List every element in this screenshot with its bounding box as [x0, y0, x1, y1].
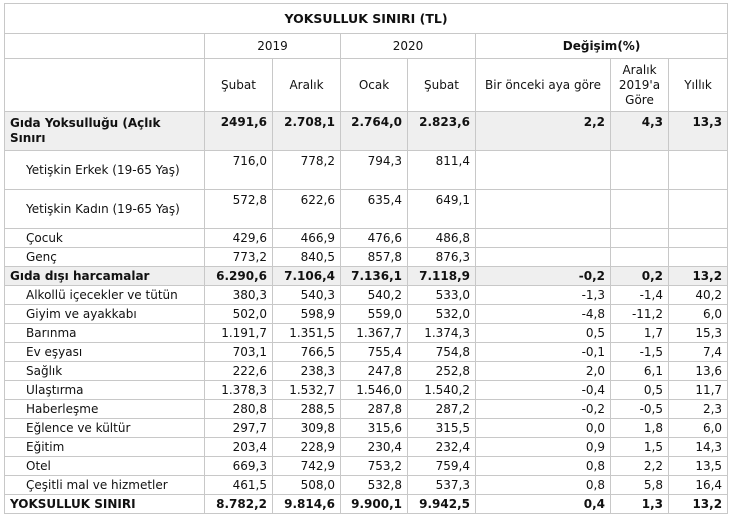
cell: 2,2 [611, 457, 669, 476]
cell [476, 229, 611, 248]
cell: 6,0 [669, 305, 728, 324]
cell: -1,3 [476, 286, 611, 305]
cell: 778,2 [273, 151, 341, 190]
header-year-2020: 2020 [341, 34, 476, 59]
cell: 794,3 [341, 151, 408, 190]
cell: 2,2 [476, 112, 611, 151]
cell: 13,2 [669, 267, 728, 286]
column-header: Yıllık [669, 59, 728, 112]
cell: 766,5 [273, 343, 341, 362]
cell: 857,8 [341, 248, 408, 267]
cell: 9.900,1 [341, 495, 408, 514]
row-label: Gıda dışı harcamalar [5, 267, 205, 286]
cell: 6.290,6 [205, 267, 273, 286]
cell: 288,5 [273, 400, 341, 419]
cell: 532,0 [408, 305, 476, 324]
cell: 297,7 [205, 419, 273, 438]
cell: -1,5 [611, 343, 669, 362]
cell: 203,4 [205, 438, 273, 457]
cell: 598,9 [273, 305, 341, 324]
cell: 461,5 [205, 476, 273, 495]
cell: 315,6 [341, 419, 408, 438]
cell [476, 190, 611, 229]
cell: 840,5 [273, 248, 341, 267]
row-label: Yetişkin Kadın (19-65 Yaş) [5, 190, 205, 229]
cell: 0,5 [611, 381, 669, 400]
cell: 876,3 [408, 248, 476, 267]
cell: 13,3 [669, 112, 728, 151]
cell: 1.191,7 [205, 324, 273, 343]
cell: 230,4 [341, 438, 408, 457]
cell: 380,3 [205, 286, 273, 305]
cell: 309,8 [273, 419, 341, 438]
cell: 1.367,7 [341, 324, 408, 343]
cell: -0,2 [476, 267, 611, 286]
cell: 540,2 [341, 286, 408, 305]
cell: 14,3 [669, 438, 728, 457]
cell: 537,3 [408, 476, 476, 495]
cell: 754,8 [408, 343, 476, 362]
cell [669, 151, 728, 190]
cell: 540,3 [273, 286, 341, 305]
cell: 2491,6 [205, 112, 273, 151]
cell: 8.782,2 [205, 495, 273, 514]
cell: 0,0 [476, 419, 611, 438]
cell: 1,7 [611, 324, 669, 343]
cell [669, 229, 728, 248]
cell: 9.814,6 [273, 495, 341, 514]
cell: 222,6 [205, 362, 273, 381]
cell: 13,2 [669, 495, 728, 514]
table-row [5, 286, 728, 305]
cell: 716,0 [205, 151, 273, 190]
cell: 755,4 [341, 343, 408, 362]
cell: 228,9 [273, 438, 341, 457]
cell: 1.374,3 [408, 324, 476, 343]
row-label: Çocuk [5, 229, 205, 248]
cell [476, 248, 611, 267]
column-header: Şubat [205, 59, 273, 112]
row-label: Giyim ve ayakkabı [5, 305, 205, 324]
cell: 429,6 [205, 229, 273, 248]
table-row [5, 343, 728, 362]
column-header: Ocak [341, 59, 408, 112]
row-label: Eğitim [5, 438, 205, 457]
cell: 2.823,6 [408, 112, 476, 151]
cell [476, 151, 611, 190]
cell: 759,4 [408, 457, 476, 476]
table-row [5, 112, 728, 151]
cell: 7.106,4 [273, 267, 341, 286]
table-row [5, 151, 728, 190]
cell: -0,1 [476, 343, 611, 362]
cell [669, 248, 728, 267]
cell: 15,3 [669, 324, 728, 343]
row-label: YOKSULLUK SINIRI [5, 495, 205, 514]
cell: 773,2 [205, 248, 273, 267]
header-change: Değişim(%) [476, 34, 728, 59]
column-header: Şubat [408, 59, 476, 112]
cell: 1.351,5 [273, 324, 341, 343]
row-label: Otel [5, 457, 205, 476]
cell: 532,8 [341, 476, 408, 495]
table-row [5, 324, 728, 343]
cell: 1.378,3 [205, 381, 273, 400]
column-header: Aralık 2019'a Göre [611, 59, 669, 112]
row-label: Haberleşme [5, 400, 205, 419]
header-year-2019: 2019 [205, 34, 341, 59]
cell: 7.118,9 [408, 267, 476, 286]
cell: 0,5 [476, 324, 611, 343]
row-label: Alkollü içecekler ve tütün [5, 286, 205, 305]
cell [611, 229, 669, 248]
cell: -4,8 [476, 305, 611, 324]
cell: 622,6 [273, 190, 341, 229]
cell: 476,6 [341, 229, 408, 248]
cell: 742,9 [273, 457, 341, 476]
cell: 508,0 [273, 476, 341, 495]
cell: -1,4 [611, 286, 669, 305]
cell: 16,4 [669, 476, 728, 495]
cell [669, 190, 728, 229]
cell: 315,5 [408, 419, 476, 438]
column-header: Bir önceki aya göre [476, 59, 611, 112]
cell: 5,8 [611, 476, 669, 495]
cell: 13,6 [669, 362, 728, 381]
cell: 1.532,7 [273, 381, 341, 400]
cell: 287,8 [341, 400, 408, 419]
row-label: Eğlence ve kültür [5, 419, 205, 438]
cell: 0,9 [476, 438, 611, 457]
cell: 466,9 [273, 229, 341, 248]
cell: 1.546,0 [341, 381, 408, 400]
cell: 1,5 [611, 438, 669, 457]
cell: 1,3 [611, 495, 669, 514]
column-header: Aralık [273, 59, 341, 112]
cell: 280,8 [205, 400, 273, 419]
cell: 0,8 [476, 476, 611, 495]
cell: 40,2 [669, 286, 728, 305]
cell: 649,1 [408, 190, 476, 229]
cell: 0,2 [611, 267, 669, 286]
table-row [5, 305, 728, 324]
table-row [5, 362, 728, 381]
cell: 247,8 [341, 362, 408, 381]
cell: 232,4 [408, 438, 476, 457]
table-row [5, 457, 728, 476]
cell: 753,2 [341, 457, 408, 476]
cell: 2,3 [669, 400, 728, 419]
table-row [5, 267, 728, 286]
cell: 502,0 [205, 305, 273, 324]
cell: 13,5 [669, 457, 728, 476]
cell: 287,2 [408, 400, 476, 419]
cell: -11,2 [611, 305, 669, 324]
cell [611, 190, 669, 229]
cell: 4,3 [611, 112, 669, 151]
cell: -0,2 [476, 400, 611, 419]
header-empty-cell [5, 34, 205, 59]
row-label: Ulaştırma [5, 381, 205, 400]
cell: 6,1 [611, 362, 669, 381]
table-row [5, 400, 728, 419]
cell: 635,4 [341, 190, 408, 229]
cell: 252,8 [408, 362, 476, 381]
cell: 2.764,0 [341, 112, 408, 151]
table-row-total [5, 495, 728, 514]
table-title: YOKSULLUK SINIRI (TL) [5, 4, 728, 34]
row-label: Ev eşyası [5, 343, 205, 362]
cell: 486,8 [408, 229, 476, 248]
table-row [5, 190, 728, 229]
cell [611, 248, 669, 267]
cell: -0,5 [611, 400, 669, 419]
cell: 238,3 [273, 362, 341, 381]
cell: 0,4 [476, 495, 611, 514]
cell: 1.540,2 [408, 381, 476, 400]
cell: 9.942,5 [408, 495, 476, 514]
cell: -0,4 [476, 381, 611, 400]
header-empty-cell [5, 59, 205, 112]
row-label: Genç [5, 248, 205, 267]
cell: 572,8 [205, 190, 273, 229]
cell: 669,3 [205, 457, 273, 476]
table-row [5, 248, 728, 267]
row-label: Barınma [5, 324, 205, 343]
row-label: Sağlık [5, 362, 205, 381]
table-row [5, 381, 728, 400]
cell: 11,7 [669, 381, 728, 400]
cell: 7.136,1 [341, 267, 408, 286]
cell: 559,0 [341, 305, 408, 324]
cell: 7,4 [669, 343, 728, 362]
cell: 1,8 [611, 419, 669, 438]
table-row [5, 438, 728, 457]
table-row [5, 476, 728, 495]
cell: 2.708,1 [273, 112, 341, 151]
cell: 811,4 [408, 151, 476, 190]
table-row [5, 419, 728, 438]
table-row [5, 229, 728, 248]
row-label: Gıda Yoksulluğu (Açlık Sınırı [5, 112, 205, 151]
cell [611, 151, 669, 190]
row-label: Çeşitli mal ve hizmetler [5, 476, 205, 495]
row-label: Yetişkin Erkek (19-65 Yaş) [5, 151, 205, 190]
cell: 533,0 [408, 286, 476, 305]
cell: 2,0 [476, 362, 611, 381]
cell: 6,0 [669, 419, 728, 438]
cell: 703,1 [205, 343, 273, 362]
cell: 0,8 [476, 457, 611, 476]
poverty-line-table [4, 3, 728, 514]
